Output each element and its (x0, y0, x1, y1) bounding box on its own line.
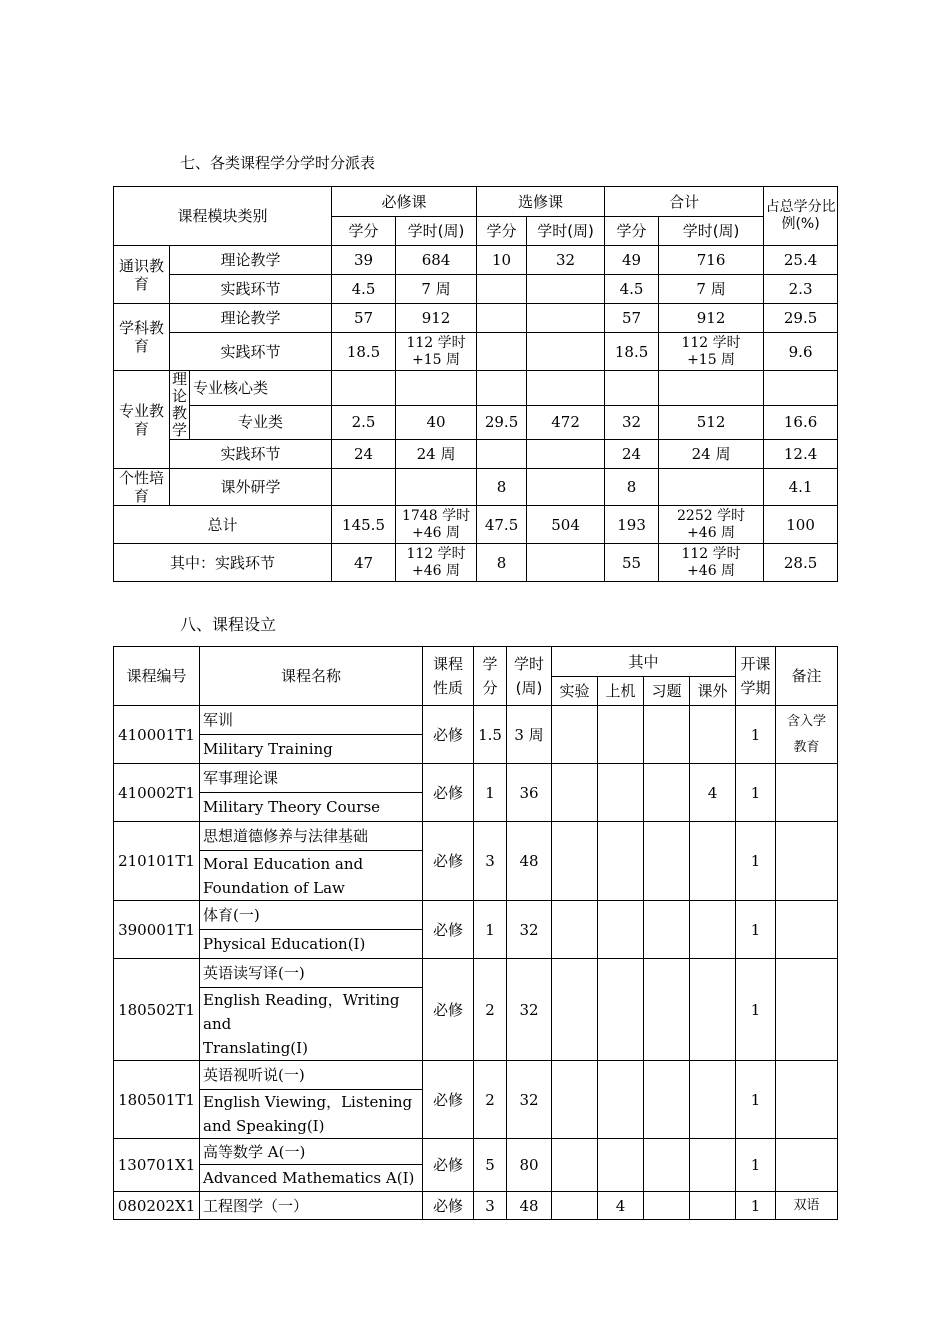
course-term: 1 (736, 822, 776, 901)
course-nature: 必修 (423, 706, 474, 764)
course-remark (776, 1139, 838, 1192)
cell: 1748 学时 +46 周 (396, 506, 477, 544)
course-lab (552, 822, 598, 901)
cell (477, 304, 527, 333)
course-computer (598, 1139, 644, 1192)
course-name-cn: 思想道德修养与法律基础 (200, 822, 423, 851)
course-outside (690, 822, 736, 901)
course-hours: 32 (507, 959, 552, 1061)
hdr-hours: 学时(周) (396, 217, 477, 246)
course-lab (552, 764, 598, 822)
course-lab (552, 1192, 598, 1220)
course-lab (552, 959, 598, 1061)
course-nature: 必修 (423, 901, 474, 959)
cell (605, 371, 659, 406)
cell: 112 学时 +46 周 (659, 544, 764, 582)
course-name-cn: 高等数学 A(一) (200, 1139, 423, 1165)
cell: 684 (396, 246, 477, 275)
table-row (114, 1192, 838, 1220)
row-personal: 个性培育 (114, 469, 170, 506)
table-row (114, 706, 838, 735)
course-outside (690, 706, 736, 764)
course-lab (552, 706, 598, 764)
cell (396, 371, 477, 406)
cell: 47 (332, 544, 396, 582)
hdr-nature: 课程 性质 (423, 647, 474, 706)
hdr-ratio: 占总学分比例(%) (764, 187, 838, 246)
course-credit: 3 (474, 1192, 507, 1220)
cell: 504 (527, 506, 605, 544)
cell (396, 469, 477, 506)
row-discipline: 学科教育 (114, 304, 170, 371)
course-credit: 2 (474, 959, 507, 1061)
cell (477, 333, 527, 371)
course-code: 390001T1 (114, 901, 200, 959)
cell: 24 周 (659, 440, 764, 469)
course-nature: 必修 (423, 1192, 474, 1220)
course-remark (776, 1061, 838, 1139)
course-code: 080202X1 (114, 1192, 200, 1220)
cell (332, 371, 396, 406)
cell: 40 (396, 405, 477, 440)
credit-distribution-table (113, 186, 838, 582)
cell: 2.5 (332, 405, 396, 440)
cell: 18.5 (332, 333, 396, 371)
course-nature: 必修 (423, 764, 474, 822)
course-code: 180501T1 (114, 1061, 200, 1139)
course-table (113, 646, 838, 1220)
course-outside (690, 1139, 736, 1192)
cell: 8 (477, 469, 527, 506)
hdr-term: 开课 学期 (736, 647, 776, 706)
cell: 112 学时 +15 周 (396, 333, 477, 371)
hdr-exercise: 习题 (644, 677, 690, 706)
cell: 24 (332, 440, 396, 469)
cell: 57 (332, 304, 396, 333)
course-term: 1 (736, 764, 776, 822)
cell: 716 (659, 246, 764, 275)
hdr-hours: 学时(周) (659, 217, 764, 246)
course-name-cn: 军事理论课 (200, 764, 423, 793)
cell: 24 (605, 440, 659, 469)
course-lab (552, 901, 598, 959)
cell (527, 371, 605, 406)
table-row (114, 764, 838, 793)
cell (764, 371, 838, 406)
course-code: 210101T1 (114, 822, 200, 901)
course-exercise (644, 822, 690, 901)
cell: 100 (764, 506, 838, 544)
course-name-cn: 体育(一) (200, 901, 423, 930)
hdr-computer: 上机 (598, 677, 644, 706)
cell: 193 (605, 506, 659, 544)
cell: 145.5 (332, 506, 396, 544)
cell (527, 544, 605, 582)
course-computer (598, 822, 644, 901)
cell: 39 (332, 246, 396, 275)
hdr-module: 课程模块类别 (114, 187, 332, 246)
cell: 2.3 (764, 275, 838, 304)
row-among: 其中：实践环节 (114, 544, 332, 582)
course-lab (552, 1061, 598, 1139)
cell: 7 周 (396, 275, 477, 304)
cell: 9.6 (764, 333, 838, 371)
cell: 57 (605, 304, 659, 333)
course-hours: 3 周 (507, 706, 552, 764)
course-exercise (644, 1061, 690, 1139)
table-row (114, 901, 838, 930)
cell: 25.4 (764, 246, 838, 275)
cell: 24 周 (396, 440, 477, 469)
cell: 472 (527, 405, 605, 440)
cell: 49 (605, 246, 659, 275)
course-remark: 双语 (776, 1192, 838, 1220)
course-exercise (644, 1192, 690, 1220)
cell (527, 333, 605, 371)
section8-heading: 八、课程设立 (180, 615, 277, 634)
cell (477, 371, 527, 406)
row-sum: 总计 (114, 506, 332, 544)
hdr-elective: 选修课 (477, 187, 605, 217)
course-nature: 必修 (423, 959, 474, 1061)
course-name-en: Physical Education(Ⅰ) (200, 930, 423, 959)
cell: 55 (605, 544, 659, 582)
cell: 2252 学时 +46 周 (659, 506, 764, 544)
course-outside (690, 1192, 736, 1220)
course-outside (690, 959, 736, 1061)
course-outside (690, 901, 736, 959)
course-credit: 1 (474, 901, 507, 959)
hdr-lab: 实验 (552, 677, 598, 706)
hdr-credit: 学分 (605, 217, 659, 246)
course-exercise (644, 959, 690, 1061)
cell: 32 (605, 405, 659, 440)
cell: 16.6 (764, 405, 838, 440)
course-credit: 3 (474, 822, 507, 901)
table-row (114, 1061, 838, 1090)
cell (527, 469, 605, 506)
cell: 18.5 (605, 333, 659, 371)
course-computer (598, 706, 644, 764)
hdr-total: 合计 (605, 187, 764, 217)
hdr-outside: 课外 (690, 677, 736, 706)
course-credit: 1.5 (474, 706, 507, 764)
course-hours: 36 (507, 764, 552, 822)
table-row (114, 1139, 838, 1165)
course-exercise (644, 706, 690, 764)
course-name-en: English Viewing，Listening and Speaking(I) (200, 1090, 423, 1139)
course-code: 410002T1 (114, 764, 200, 822)
course-name-en: Military Theory Course (200, 793, 423, 822)
course-remark: 含入学 教育 (776, 706, 838, 764)
course-nature: 必修 (423, 1061, 474, 1139)
table-row (114, 822, 838, 851)
course-term: 1 (736, 1192, 776, 1220)
course-name-en: Advanced Mathematics A(I) (200, 1165, 423, 1192)
course-outside: 4 (690, 764, 736, 822)
course-hours: 80 (507, 1139, 552, 1192)
cell: 912 (396, 304, 477, 333)
course-term: 1 (736, 959, 776, 1061)
course-remark (776, 764, 838, 822)
course-hours: 32 (507, 1061, 552, 1139)
course-name-cn: 军训 (200, 706, 423, 735)
cell: 8 (477, 544, 527, 582)
cell: 10 (477, 246, 527, 275)
hdr-remark: 备注 (776, 647, 838, 706)
cell (527, 275, 605, 304)
course-exercise (644, 764, 690, 822)
cell: 47.5 (477, 506, 527, 544)
cell: 8 (605, 469, 659, 506)
cell: 29.5 (477, 405, 527, 440)
course-computer (598, 959, 644, 1061)
row-theory: 理论教学 (170, 304, 332, 333)
course-credit: 2 (474, 1061, 507, 1139)
course-term: 1 (736, 901, 776, 959)
cell (477, 440, 527, 469)
course-remark (776, 822, 838, 901)
hdr-credit: 学分 (477, 217, 527, 246)
course-computer (598, 901, 644, 959)
hdr-code: 课程编号 (114, 647, 200, 706)
cell: 12.4 (764, 440, 838, 469)
course-name-en: Military Training (200, 735, 423, 764)
hdr-credit: 学分 (332, 217, 396, 246)
row-extra: 课外研学 (170, 469, 332, 506)
course-term: 1 (736, 1139, 776, 1192)
course-exercise (644, 901, 690, 959)
course-nature: 必修 (423, 1139, 474, 1192)
table-row (114, 959, 838, 988)
cell (477, 275, 527, 304)
course-name-cn: 工程图学（一） (200, 1192, 423, 1220)
cell: 4.5 (332, 275, 396, 304)
row-practice: 实践环节 (170, 275, 332, 304)
course-computer (598, 1061, 644, 1139)
row-practice: 实践环节 (170, 440, 332, 469)
row-core: 专业核心类 (190, 371, 332, 406)
course-name-en: English Reading，Writing and Translating(I) (200, 988, 423, 1061)
row-general: 通识教育 (114, 246, 170, 304)
cell: 112 学时 +46 周 (396, 544, 477, 582)
cell: 512 (659, 405, 764, 440)
course-code: 130701X1 (114, 1139, 200, 1192)
course-name-en: Moral Education and Foundation of Law (200, 851, 423, 901)
course-name-cn: 英语读写译(一) (200, 959, 423, 988)
course-hours: 48 (507, 822, 552, 901)
row-majorcls: 专业类 (190, 405, 332, 440)
cell: 7 周 (659, 275, 764, 304)
hdr-hours: 学时(周) (527, 217, 605, 246)
cell (332, 469, 396, 506)
course-outside (690, 1061, 736, 1139)
course-computer: 4 (598, 1192, 644, 1220)
cell (659, 469, 764, 506)
row-major: 专业教育 (114, 371, 170, 469)
cell: 112 学时 +15 周 (659, 333, 764, 371)
course-hours: 48 (507, 1192, 552, 1220)
row-theory: 理论教学 (170, 246, 332, 275)
course-remark (776, 959, 838, 1061)
hdr-name: 课程名称 (200, 647, 423, 706)
cell: 28.5 (764, 544, 838, 582)
cell: 4.1 (764, 469, 838, 506)
course-hours: 32 (507, 901, 552, 959)
course-term: 1 (736, 1061, 776, 1139)
hdr-hours: 学时 (周) (507, 647, 552, 706)
row-practice: 实践环节 (170, 333, 332, 371)
cell: 912 (659, 304, 764, 333)
course-credit: 5 (474, 1139, 507, 1192)
course-exercise (644, 1139, 690, 1192)
cell (527, 440, 605, 469)
hdr-required: 必修课 (332, 187, 477, 217)
course-code: 410001T1 (114, 706, 200, 764)
hdr-credit: 学 分 (474, 647, 507, 706)
course-credit: 1 (474, 764, 507, 822)
hdr-among: 其中 (552, 647, 736, 677)
course-code: 180502T1 (114, 959, 200, 1061)
course-computer (598, 764, 644, 822)
section7-heading: 七、各类课程学分学时分派表 (180, 154, 376, 172)
cell (659, 371, 764, 406)
cell (527, 304, 605, 333)
cell: 4.5 (605, 275, 659, 304)
course-name-cn: 英语视听说(一) (200, 1061, 423, 1090)
cell: 32 (527, 246, 605, 275)
row-theory-split: 理论 教学 (170, 371, 190, 440)
course-lab (552, 1139, 598, 1192)
course-nature: 必修 (423, 822, 474, 901)
cell: 29.5 (764, 304, 838, 333)
course-remark (776, 901, 838, 959)
course-term: 1 (736, 706, 776, 764)
